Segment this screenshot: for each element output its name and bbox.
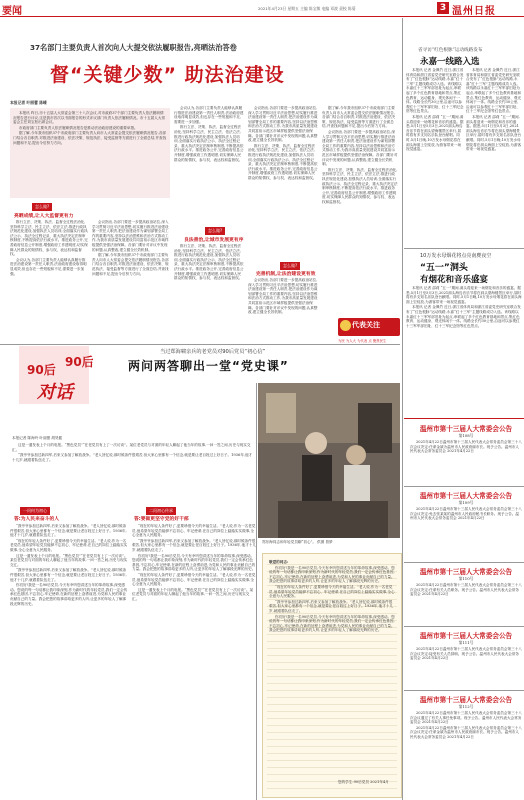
- notice-1-body: [410, 440, 522, 482]
- logo-text-90s-top: 90后: [65, 355, 93, 369]
- sub1-text-col2: [92, 220, 170, 338]
- right-top-title: 永嘉一线路入选: [420, 57, 480, 67]
- letter-text: [269, 560, 395, 634]
- sub1-heading: 亮晒成绩,让人大监督更有力: [14, 214, 74, 219]
- right-top-paragraph-3: 本报讯 记者 金佩竹 近日,浙江省体育局和浙江省委党史研究室联合发布了“红色根脉”运动线路,永嘉“红十三军”主题线路成功入选。该线路以永嘉红十三军军部旧址为起点,串联起了多个红色教育基地和景点,集红色教育、运动健身、观光休闲于一体。线路全长约30公里,沿途可以参观红十三军军部旧址、红十三军纪念馆等红色景点。: [466, 68, 522, 114]
- sub3-heading: 完善机制,让法治建设更有效: [256, 272, 316, 277]
- q1-tag: 一问何为初心: [20, 507, 50, 515]
- notice-5-text-2: 2021年4月22日温州市第十三届人民代表大会常务委员会第三十八次会议决定:任命金斌为温州市人民政府副市长。现予公告。温州市人民代表大会常务委员会 2021年4月22日: [410, 725, 522, 739]
- letter-paragraph-1: 你们好!我是一名90后党员,今天有幸听您讲述当年的革命故事,深受感动。您说的每一句话都让我印象深刻,作为新时代的年轻党员,我们一定会传承红色基因,不忘初心,牢记使命,在新的征程上奋勇前进,为党和人民的事业贡献自己的力量。我会把您的故事讲给更多的人听,让更多的年轻人了解那段光辉的历史。: [269, 565, 395, 584]
- article2-title: 两问两答聊出一堂“党史课”: [128, 359, 289, 373]
- article2-kicker: 当过郑海啸亲兵的老党员对90后党员“初心信”: [160, 349, 266, 355]
- q1-paragraph-2: “现在的年轻人条件好了,更要珍惜今天的幸福生活。”老人说,作为一名老党员,他希望年轻党员能够不忘初心、牢记使命,在自己的岗位上踏踏实实做事,全心全意为人民服务。: [10, 538, 128, 552]
- main-article-kicker: 37名部门主要负责人首次向人大提交依法履职报告,亮晒法治答卷: [30, 43, 237, 52]
- sub2-heading: 良法善治,让城市发展更有序: [184, 238, 244, 243]
- main-col3-text-2: 推行立法、决策、执法、监督全过程法治化,坚持科学立法、民主立法、依法立法,推进行政执法规范化建设,加强执法人员培训,全面落实行政执法公示、执法全过程记录、重大执法决定法制审核制度,不断提高依法行政水平。推进政务公开,完善政府信息公开制度,增强政府工作透明度,切实保障人民群众的知情权、参与权、表达权和监督权。: [248, 143, 318, 180]
- main-article-byline: 本报记者 叶丽蕾 陈嵘: [10, 100, 47, 105]
- notice-2-text: 2021年4月22日温州市第十三届人民代表大会常务委员会第三十八次会议决定:免去张某某的温州市人民政府秘书长职务。现予公告。温州市人民代表大会常务委员会 2021年4月22日: [410, 507, 522, 521]
- notice-1-text: 2021年4月22日温州市第十三届人民代表大会常务委员会第三十八次会议决定:任命金斌为温州市人民政府副市长。现予公告。温州市人民代表大会常务委员会 2021年4月22日: [410, 440, 522, 454]
- sub1-paragraph: 推行立法、决策、执法、监督全过程法治化,坚持科学立法、民主立法、依法立法,推进行政执法规范化建设,加强执法人员培训,全面落实行政执法公示、执法全过程记录、重大执法决定法制审核制度,不断提高依法行政水平。推进政务公开,完善政府信息公开制度,增强政府工作透明度,切实保障人民群众的知情权、参与权、表达权和监督权。: [10, 220, 88, 257]
- page-number: 3: [437, 2, 449, 14]
- right-mid-kicker: 10万发水母烟花将点亮南麂夜空: [420, 253, 492, 259]
- letter-box: [262, 553, 402, 798]
- rep-focus-text: 代表关注: [352, 321, 380, 329]
- letter-paragraph-4: 你们好!我是一名90后党员,今天有幸听您讲述当年的革命故事,深受感动。您说的每一句话都让我印象深刻,作为新时代的年轻党员,我们一定会传承红色基因,不忘初心,牢记使命,在新的征程上奋勇前进,为党和人民的事业贡献自己的力量。我会把您的故事讲给更多的人听,让更多的年轻人了解那段光辉的历史。: [269, 614, 395, 633]
- header-date-line: 2021年4月23日 星期五 主编 陈宝敏 电编 邓波 责校 陈菊: [258, 6, 356, 11]
- sub3-tag: 怎么做?: [280, 262, 300, 270]
- notice-5-title: 温州市第十三届人大常委会公告: [419, 696, 513, 704]
- notice-5-body: [410, 711, 522, 797]
- right-mid-paragraph-1: 本报讯 记者 邵莉 “五一”期间,洞头将迎来一场烟花和音乐的盛宴。据悉,5月1日至5月3日,2021洞头海岛音乐节将在洞头望海楼景区举行,届时将有多支知名乐队登台献唱。同时,5月1日晚,10万发水母烟花将在洞头海面上空绽放,为游客带来一场视觉盛宴。: [406, 286, 522, 304]
- section-label: 要闻: [2, 6, 22, 17]
- article2-lead: [12, 443, 254, 501]
- right-top-body-1: [406, 68, 464, 244]
- logo-text-dialogue: 对话: [37, 382, 73, 403]
- sub2-tag: 怎么做?: [205, 227, 225, 235]
- lead-text: 本报讯 昨日,市十五届人大常委会第三十八次会议,对市政府37个部门主要负责人依法履职情况报告进行评议,这是我市首次以书面报告的形式评议部门负责人依法履职情况。市十五届人大常委会主任刘宝松出席会议。: [13, 111, 166, 125]
- article2-byline: 本报记者 陈海玲 叶丽蕾 胡昊健: [12, 436, 63, 440]
- notice-3-number: 第110号: [458, 576, 474, 581]
- main-article-column-3: [248, 106, 318, 216]
- logo-text-90s-bottom: 90后: [27, 363, 56, 377]
- right-divider-1: [404, 248, 524, 249]
- sub1-text: [10, 220, 88, 338]
- notices-divider: [404, 418, 524, 419]
- notice-2-body: [410, 507, 522, 549]
- right-top-kicker: 省寻访“红色根脉”运动线路发布: [418, 48, 483, 53]
- main-col4-text-3: 推行立法、决策、执法、监督全过程法治化,坚持科学立法、民主立法、依法立法,推进行政执法规范化建设,加强执法人员培训,全面落实行政执法公示、执法全过程记录、重大执法决定法制审核制度,不断提高依法行政水平。推进政务公开,完善政府信息公开制度,增强政府工作透明度,切实保障人民群众的知情权、参与权、表达权和监督权。: [322, 167, 398, 204]
- q1-paragraph-3: 这是一通发表上个月的电报。“黑色党员”“在老党员有上了一次访谈”。某位老党员与对面的年轻人聊起了他当年的故事,一问一答之间,历史与现实交汇。: [10, 553, 128, 567]
- notice-2-number: 第109号: [458, 500, 474, 505]
- right-mid-paragraph-2: 本报讯 记者 金佩竹 近日,浙江省体育局和浙江省委党史研究室联合发布了“红色根脉”运动线路,永嘉“红十三军”主题线路成功入选。该线路以永嘉红十三军军部旧址为起点,串联起了多个红色教育基地和景点,集红色教育、运动健身、观光休闲于一体。线路全长约30公里,沿途可以参观红十三军军部旧址、红十三军纪念馆等红色景点。: [406, 305, 521, 328]
- article2-lead-text: 这是一通发表上个月的电报。“黑色党员”“在老党员有上了一次访谈”。某位老党员与对面的年轻人聊起了他当年的故事,一问一答之间,历史与现实交汇。: [12, 443, 251, 452]
- rep-focus-subtitle: 为民 为人大 为代表 点 聚焦民生: [338, 339, 387, 343]
- notice-divider-2: [404, 562, 524, 563]
- notice-2-title: 温州市第十三届人大常委会公告: [419, 492, 513, 500]
- main-col3-text: 会议指出,各部门要进一步提高政治站位,深入学习贯彻习近平法治思想,切实履行推进法治建设第一责任人职责,把法治建设作为谋划部署全局工作的重要内容,坚持以法治思维和法治方式推动工作,为我市高质量发展建设共同富裕示范区市域样板提供坚强法治保障。各部门要针对评议中发现的问题,认真整改,建立健全长效机制。: [248, 106, 318, 143]
- q2-paragraph-2: “我爷爷参加过新四军,后来又参加了解放战争。”老人回忆说,那时候条件很艰苦,但大家心里都有一个信念,就是要让老百姓过上好日子。1936年,他才十几岁,就跟着队伍走了。: [132, 538, 256, 552]
- photo-caption: 郑东海同志和年轻党员聊“初心”。 供图 曾梦: [262, 540, 333, 544]
- 90s-dialogue-logo: [15, 340, 93, 410]
- notice-3-body: [410, 583, 522, 623]
- q2-paragraph-1: “现在的年轻人条件好了,更要珍惜今天的幸福生活。”老人说,作为一名老党员,他希望年轻党员能够不忘初心、牢记使命,在自己的岗位上踏踏实实做事,全心全意为人民服务。: [132, 524, 256, 538]
- notice-4-text: 2021年4月22日温州市第十三届人民代表大会常务委员会第三十八次会议决定:接受有关人员辞职。现予公告。温州市人民代表大会常务委员会 2021年4月22日: [410, 647, 522, 661]
- right-top-paragraph-4: 本报讯 记者 邵莉 “五一”期间,洞头将迎来一场烟花和音乐的盛宴。据悉,5月1日至5月3日,2021洞头海岛音乐节将在洞头望海楼景区举行,届时将有多支知名乐队登台献唱。同时,5月1日晚,10万发水母烟花将在洞头海面上空绽放,为游客带来一场视觉盛宴。: [466, 114, 522, 152]
- q1-paragraph-4: “我爷爷参加过新四军,后来又参加了解放战争。”老人回忆说,那时候条件很艰苦,但大家心里都有一个信念,就是要让老百姓过上好日子。1936年,他才十几岁,就跟着队伍走了。: [10, 568, 127, 582]
- notice-3-title: 温州市第十三届人大常委会公告: [419, 568, 513, 576]
- letter-signature: 您的学生:90后党员 2021年4月: [338, 780, 389, 784]
- masthead: [0, 0, 524, 17]
- right-mid-body: [406, 286, 522, 376]
- right-top-paragraph-1: 本报讯 记者 金佩竹 近日,浙江省体育局和浙江省委党史研究室联合发布了“红色根脉”运动线路,永嘉“红十三军”主题线路成功入选。该线路以永嘉红十三军军部旧址为起点,串联起了多个红色教育基地和景点,集红色教育、运动健身、观光休闲于一体。线路全长约30公里,沿途可以参观红十三军军部旧址、红十三军纪念馆等红色景点。: [406, 68, 464, 114]
- q1-heading: 答:为人民来奋斗的人: [14, 517, 60, 522]
- q1-paragraph-5: 你们好!我是一名90后党员,今天有幸听您讲述当年的革命故事,深受感动。您说的每一句话都让我印象深刻,作为新时代的年轻党员,我们一定会传承红色基因,不忘初心,牢记使命,在新的征程上奋勇前进,为党和人民的事业贡献自己的力量。我会把您的故事讲给更多的人听,让更多的年轻人了解那段光辉的历史。: [10, 583, 128, 606]
- sub1-col2-paragraph-2: 据了解,今年我市组织37个市政府部门主要负责人向市人大常委会提交依法履职情况报告,各部门结合各自职责,对推进法治建设、依法决策、规范执法、接受监督等方面进行了全面总结,并查找问题和不足,提出今后努力方向。: [92, 253, 169, 276]
- main-article-column-4: [322, 106, 398, 306]
- main-paragraph-3: 会议认为,各部门主要负责人能够认真履行推进法治建设第一责任人职责,法治政府建设取得明显成效,但也存在一些短板和不足,需要进一步加强。: [174, 106, 244, 124]
- article2-lead-text-2: “我爷爷参加过新四军,后来又参加了解放战争。”老人回忆说,那时候条件很艰苦,但大家心里都有一个信念,就是要让老百姓过上好日子。1936年,他才十几岁,就跟着队伍走了。: [12, 453, 253, 462]
- news-photo: [258, 383, 400, 538]
- q2-tag: 二问初心传承: [146, 507, 176, 515]
- notice-5-number: 第112号: [458, 704, 474, 709]
- notice-divider-3: [404, 626, 524, 627]
- article2-column-divider: [256, 383, 257, 800]
- notice-1-title: 温州市第十三届人大常委会公告: [419, 425, 513, 433]
- right-top-body-2: [466, 68, 522, 244]
- notice-divider-1: [404, 486, 524, 487]
- notice-divider-4: [404, 690, 524, 691]
- sub1-tag: 怎么做?: [32, 203, 52, 211]
- q2-text: [132, 524, 256, 798]
- q1-paragraph-1: “我爷爷参加过新四军,后来又参加了解放战争。”老人回忆说,那时候条件很艰苦,但大家心里都有一个信念,就是要让老百姓过上好日子。1936年,他才十几岁,就跟着队伍走了。: [10, 524, 127, 538]
- main-article-column-2: [174, 106, 244, 216]
- q2-paragraph-5: 这是一通发表上个月的电报。“黑色党员”“在老党员有上了一次访谈”。某位老党员与对面的年轻人聊起了他当年的故事,一问一答之间,历史与现实交汇。: [132, 587, 254, 601]
- sub3-paragraph: 会议指出,各部门要进一步提高政治站位,深入学习贯彻习近平法治思想,切实履行推进法治建设第一责任人职责,把法治建设作为谋划部署全局工作的重要内容,坚持以法治思维和法治方式推动工作,为我市高质量发展建设共同富裕示范区市域样板提供坚强法治保障。各部门要针对评议中发现的问题,认真整改,建立健全长效机制。: [248, 278, 318, 315]
- notice-1-number: 第108号: [458, 433, 474, 438]
- lead-paragraph-1: 市政府部门主要负责人依法履职情况报告是推动法治政府建设的重要举措。: [19, 125, 138, 130]
- q1-text: [10, 524, 128, 798]
- paper-name: 温州日报: [452, 6, 496, 17]
- q2-heading: 答:要做更坚守党的好干部: [134, 517, 189, 522]
- main-article-lead: [10, 108, 170, 198]
- notice-3-text: 2021年4月22日温州市第十三届人民代表大会常务委员会第三十八次会议决定:任命有关人员职务。现予公告。温州市人民代表大会常务委员会 2021年4月22日: [410, 583, 522, 597]
- sub1-paragraph-2: 会议认为,各部门主要负责人能够认真履行推进法治建设第一责任人职责,法治政府建设取得明显成效,但也存在一些短板和不足,需要进一步加强。: [10, 257, 87, 276]
- main-col2-text: 推行立法、决策、执法、监督全过程法治化,坚持科学立法、民主立法、依法立法,推进行政执法规范化建设,加强执法人员培训,全面落实行政执法公示、执法全过程记录、重大执法决定法制审核制度,不断提高依法行政水平。推进政务公开,完善政府信息公开制度,增强政府工作透明度,切实保障人民群众的知情权、参与权、表达权和监督权。: [174, 125, 244, 162]
- right-top-paragraph-2: 本报讯 记者 邵莉 “五一”期间,洞头将迎来一场烟花和音乐的盛宴。据悉,5月1日至5月3日,2021洞头海岛音乐节将在洞头望海楼景区举行,届时将有多支知名乐队登台献唱。同时,5月1日晚,10万发水母烟花将在洞头海面上空绽放,为游客带来一场视觉盛宴。: [406, 114, 464, 152]
- letter-paragraph-2: “现在的年轻人条件好了,更要珍惜今天的幸福生活。”老人说,作为一名老党员,他希望年轻党员能够不忘初心、牢记使命,在自己的岗位上踏踏实实做事,全心全意为人民服务。: [269, 584, 395, 599]
- sub2-text: [174, 244, 244, 338]
- lead-paragraph-2: 据了解,今年我市组织37个市政府部门主要负责人向市人大常委会提交依法履职情况报告,各部门结合各自职责,对推进法治建设、依法决策、规范执法、接受监督等方面进行了全面总结,并查找问题和不足,提出今后努力方向。: [13, 131, 167, 145]
- right-column-divider: [402, 18, 403, 800]
- sub1-col2-paragraph: 会议指出,各部门要进一步提高政治站位,深入学习贯彻习近平法治思想,切实履行推进法治建设第一责任人职责,把法治建设作为谋划部署全局工作的重要内容,坚持以法治思维和法治方式推动工作,为我市高质量发展建设共同富裕示范区市域样板提供坚强法治保障。各部门要针对评议中发现的问题,认真整改,建立健全长效机制。: [92, 220, 169, 252]
- notice-4-number: 第111号: [458, 640, 474, 645]
- sub2-paragraph: 推行立法、决策、执法、监督全过程法治化,坚持科学立法、民主立法、依法立法,推进行政执法规范化建设,加强执法人员培训,全面落实行政执法公示、执法全过程记录、重大执法决定法制审核制度,不断提高依法行政水平。推进政务公开,完善政府信息公开制度,增强政府工作透明度,切实保障人民群众的知情权、参与权、表达权和监督权。: [174, 244, 244, 281]
- main-article-title: 督“关键少数” 助法治建设: [50, 64, 285, 86]
- letter-greeting: 敬爱的同志:: [269, 560, 289, 564]
- emblem-icon: [340, 320, 351, 331]
- sub3-text: [248, 278, 318, 338]
- right-mid-title-2: 有烟花和音乐盛宴: [420, 275, 489, 285]
- main-col4-text: 据了解,今年我市组织37个市政府部门主要负责人向市人大常委会提交依法履职情况报告,各部门结合各自职责,对推进法治建设、依法决策、规范执法、接受监督等方面进行了全面总结,并查找问题和不足,提出今后努力方向。: [322, 106, 396, 129]
- notice-4-body: [410, 647, 522, 687]
- main-col4-text-2: 会议指出,各部门要进一步提高政治站位,深入学习贯彻习近平法治思想,切实履行推进法治建设第一责任人职责,把法治建设作为谋划部署全局工作的重要内容,坚持以法治思维和法治方式推动工作,为我市高质量发展建设共同富裕示范区市域样板提供坚强法治保障。各部门要针对评议中发现的问题,认真整改,建立健全长效机制。: [322, 129, 398, 167]
- q2-paragraph-3: 你们好!我是一名90后党员,今天有幸听您讲述当年的革命故事,深受感动。您说的每一句话都让我印象深刻,作为新时代的年轻党员,我们一定会传承红色基因,不忘初心,牢记使命,在新的征程上奋勇前进,为党和人民的事业贡献自己的力量。我会把您的故事讲给更多的人听,让更多的年轻人了解那段光辉的历史。: [132, 553, 256, 572]
- q2-paragraph-4: “现在的年轻人条件好了,更要珍惜今天的幸福生活。”老人说,作为一名老党员,他希望年轻党员能够不忘初心、牢记使命,在自己的岗位上踏踏实实做事,全心全意为人民服务。: [132, 572, 256, 587]
- right-mid-title: “五一”洞头: [420, 263, 468, 273]
- notice-5-text: 2021年4月22日温州市第十三届人民代表大会常务委员会第三十八次会议通过了有关人事任免事项。现予公告。温州市人民代表大会常务委员会 2021年4月22日: [410, 711, 522, 725]
- notice-4-title: 温州市第十三届人大常委会公告: [419, 632, 513, 640]
- letter-paragraph-3: “我爷爷参加过新四军,后来又参加了解放战争。”老人回忆说,那时候条件很艰苦,但大家心里都有一个信念,就是要让老百姓过上好日子。1936年,他才十几岁,就跟着队伍走了。: [269, 599, 393, 613]
